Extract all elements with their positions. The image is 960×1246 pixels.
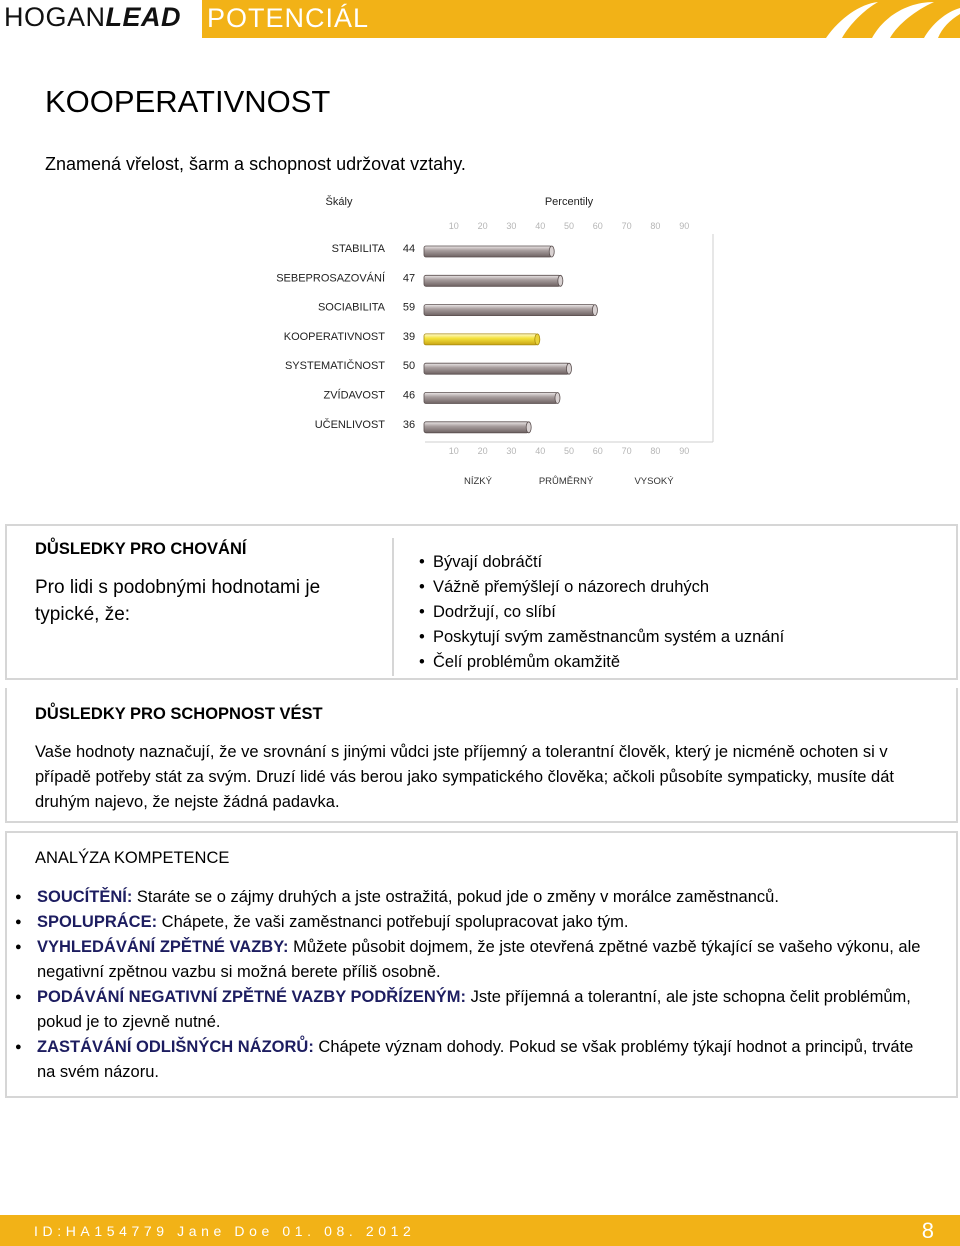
percentile-bar: [424, 305, 595, 316]
page-subtitle: Znamená vřelost, šarm a schopnost udržovat vztahy.: [45, 154, 466, 174]
competence-term: ZASTÁVÁNÍ ODLIŠNÝCH NÁZORŮ:: [37, 1038, 314, 1056]
competence-text: Staráte se o zájmy druhých a jste ostražitá, pokud jde o změny v morálce zaměstnanců.: [132, 888, 779, 906]
bar-end-cap: [558, 275, 563, 286]
scale-value: 50: [402, 360, 416, 373]
scale-label: SOCIABILITA: [317, 301, 385, 314]
tick-label-top: 30: [506, 221, 517, 231]
competence-term: PODÁVÁNÍ NEGATIVNÍ ZPĚTNÉ VAZBY PODŘÍZENÝM:: [37, 988, 467, 1006]
zone-label: NÍZKÝ: [464, 476, 492, 487]
list-item: [10, 935, 930, 985]
list-item: • Vážně přemýšlejí o názorech druhých: [417, 575, 784, 600]
list-item: [10, 985, 930, 1035]
tick-label-bottom: 90: [679, 446, 690, 456]
list-item: [10, 910, 930, 935]
competence-text: Chápete, že vaši zaměstnanci potřebují spolupracovat jako tým.: [157, 913, 629, 931]
tick-label-top: 90: [679, 221, 690, 231]
scale-label: UČENLIVOST: [314, 418, 385, 431]
scale-value: 44: [402, 243, 416, 255]
page-title: KOOPERATIVNOST: [45, 84, 331, 119]
leadership-section: [5, 688, 958, 823]
percentile-bar: [424, 275, 560, 286]
tick-label-top: 50: [563, 221, 575, 231]
brand-logo-text: [4, 2, 181, 33]
page-number: 8: [921, 1218, 934, 1243]
brand-bold: LEAD: [105, 2, 182, 32]
list-item: [10, 885, 930, 910]
tick-label-bottom: 80: [650, 446, 661, 456]
tick-label-top: 70: [621, 221, 632, 231]
section-divider: [392, 538, 394, 676]
scale-value: 46: [402, 389, 416, 402]
tick-label-bottom: 60: [592, 446, 603, 456]
tick-label-top: 60: [592, 221, 603, 231]
behavior-lead: Pro lidi s podobnými hodnotami je typické, že:: [35, 577, 321, 625]
zone-label: PRŮMĚRNÝ: [538, 476, 594, 487]
tick-label-bottom: 20: [477, 446, 488, 456]
competence-term: SPOLUPRÁCE:: [37, 913, 158, 931]
scales-header: Škály: [325, 196, 353, 208]
percentile-chart: [0, 190, 960, 500]
percentile-bar: [424, 422, 529, 433]
competence-text: Jste příjemná a tolerantní, ale jste schopna čelit problémům, pokud je to zjevně nutné.: [37, 988, 911, 1031]
list-item: • Dodržují, co slíbí: [417, 600, 784, 625]
bar-end-cap: [549, 246, 554, 257]
bar-end-cap: [567, 363, 572, 374]
competence-section: [5, 831, 958, 1098]
percentiles-header: Percentily: [544, 196, 594, 208]
percentile-bar: [424, 363, 569, 374]
product-banner: [202, 0, 814, 38]
percentile-bar: [424, 393, 557, 404]
competence-list: [10, 885, 930, 1085]
tick-label-bottom: 10: [448, 446, 459, 456]
bar-end-cap: [526, 422, 531, 433]
brand-regular: HOGAN: [4, 2, 106, 32]
tick-label-bottom: 30: [506, 446, 517, 456]
product-name: POTENCIÁL: [207, 3, 370, 33]
bar-end-cap: [535, 334, 540, 345]
scale-value: 47: [402, 272, 416, 285]
tick-label-bottom: 40: [535, 446, 546, 456]
behavior-section: [5, 524, 958, 680]
bar-end-cap: [555, 393, 560, 404]
list-item: [10, 1035, 930, 1085]
page-footer: [0, 1215, 960, 1246]
competence-text: Chápete význam dohody. Pokud se však problémy týkají hodnot a principů, trváte na svém názoru.: [37, 1038, 914, 1081]
list-item: • Čelí problémům okamžitě: [417, 650, 784, 675]
percentile-bar: [424, 334, 537, 345]
competence-text: Můžete působit dojmem, že jste otevřená zpětné vazbě týkající se vašeho výkonu, ale negativní zpětnou vazbu si možná berete příliš osobně.: [37, 938, 921, 981]
hogan-swoosh-icon: [812, 0, 960, 38]
list-item: • Bývají dobráčtí: [417, 550, 784, 575]
leadership-heading: DŮSLEDKY PRO SCHOPNOST VÉST: [35, 705, 323, 723]
scale-label: STABILITA: [331, 243, 385, 255]
scale-label: KOOPERATIVNOST: [283, 330, 385, 343]
leadership-text: Vaše hodnoty naznačují, že ve srovnání s jinými vůdci jste příjemný a tolerantní člověk, který je nicméně ochoten si v případě potřeby stát za svým. Druzí lidé vás berou jako sympatického člověka; ačkoli působíte sympaticky, musíte dát druhým najevo, že nejste žádná padavka.: [35, 743, 894, 811]
competence-term: VYHLEDÁVÁNÍ ZPĚTNÉ VAZBY:: [37, 938, 289, 956]
behavior-list: [417, 550, 784, 675]
percentile-bar: [424, 246, 552, 257]
competence-heading: ANALÝZA KOMPETENCE: [35, 849, 230, 867]
scale-label: SEBEPROSAZOVÁNÍ: [276, 272, 385, 285]
behavior-heading: DŮSLEDKY PRO CHOVÁNÍ: [35, 540, 247, 558]
tick-label-top: 80: [650, 221, 661, 231]
tick-label-bottom: 50: [563, 446, 575, 456]
scale-value: 39: [402, 330, 416, 343]
report-id: ID:HA154779 Jane Doe 01. 08. 2012: [34, 1223, 416, 1239]
scale-value: 59: [402, 301, 416, 314]
scale-label: SYSTEMATIČNOST: [284, 360, 385, 373]
list-item: • Poskytují svým zaměstnancům systém a uznání: [417, 625, 784, 650]
bar-end-cap: [592, 305, 597, 316]
competence-term: SOUCÍTĚNÍ:: [37, 888, 133, 906]
tick-label-top: 40: [535, 221, 546, 231]
page-header: [0, 0, 960, 38]
tick-label-top: 10: [448, 221, 459, 231]
scale-label: ZVÍDAVOST: [323, 389, 385, 402]
tick-label-top: 20: [477, 221, 488, 231]
tick-label-bottom: 70: [621, 446, 632, 456]
zone-label: VYSOKÝ: [634, 476, 674, 487]
scale-value: 36: [402, 418, 416, 431]
